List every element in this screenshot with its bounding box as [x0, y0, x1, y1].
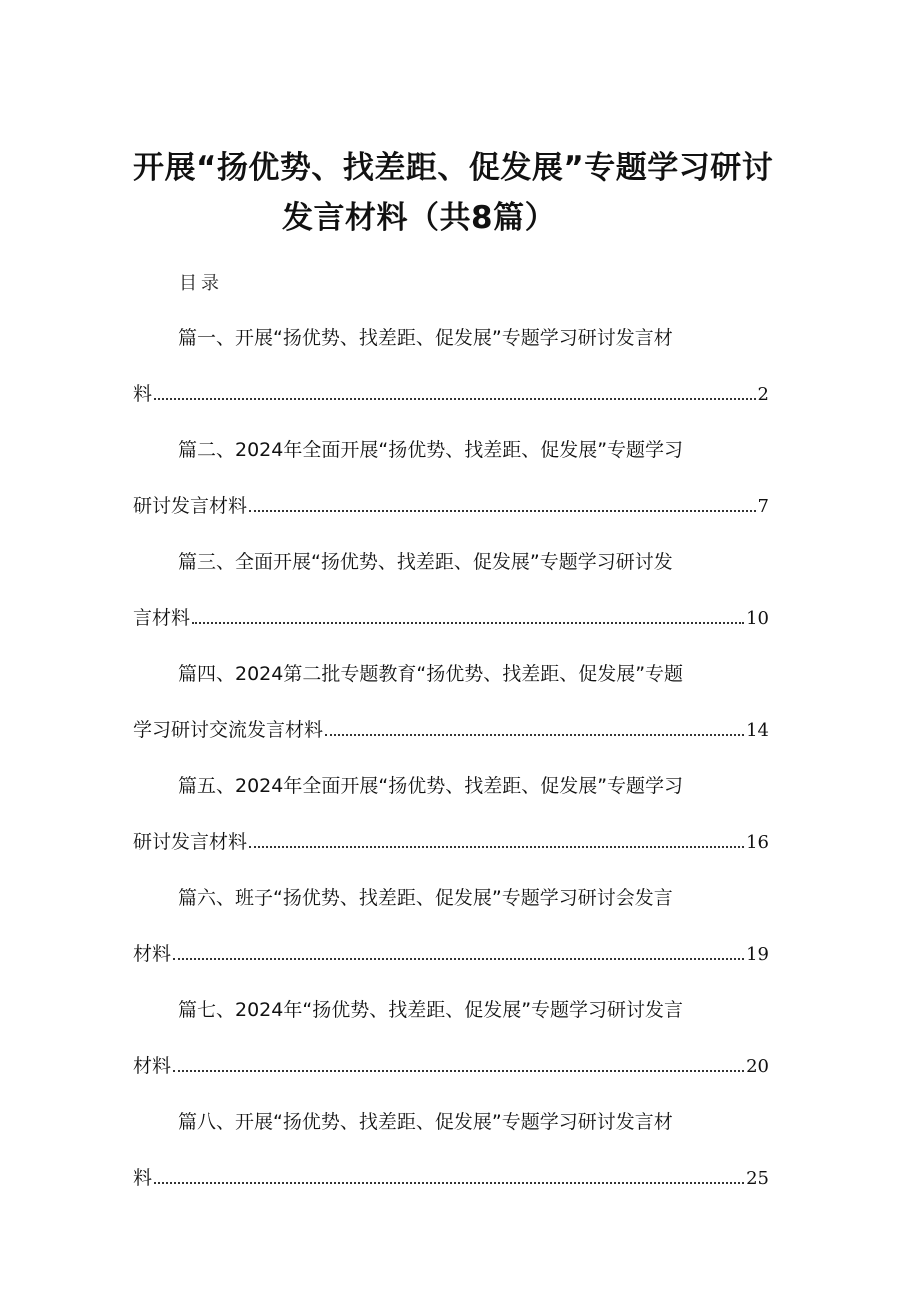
toc-entry-4-line1[interactable]: 篇四、2024第二批专题教育“扬优势、找差距、促发展”专题 [178, 663, 684, 685]
dot-leader [249, 509, 756, 512]
toc-entry-5-line1[interactable]: 篇五、2024年全面开展“扬优势、找差距、促发展”专题学习 [178, 775, 684, 797]
dot-leader [192, 621, 744, 624]
toc-page-number: 20 [746, 1056, 769, 1077]
toc-entry-1-line1[interactable]: 篇一、开展“扬优势、找差距、促发展”专题学习研讨发言材 [178, 327, 673, 349]
dot-leader [249, 845, 744, 848]
dot-leader [173, 957, 744, 960]
document-title-line2: 发言材料（共8篇） [282, 200, 557, 236]
toc-entry-continuation: 研讨发言材料 [133, 495, 248, 517]
toc-page-number: 7 [757, 496, 769, 517]
toc-entry-1-line2[interactable] [133, 379, 769, 406]
toc-entry-continuation: 言材料 [133, 607, 191, 629]
dot-leader [173, 1069, 744, 1072]
toc-entry-continuation: 料 [133, 1167, 153, 1189]
dot-leader [154, 1181, 744, 1184]
toc-page-number: 10 [746, 608, 769, 629]
toc-page-number: 19 [746, 944, 769, 965]
toc-page-number: 25 [746, 1168, 769, 1189]
toc-entry-3-line1[interactable]: 篇三、全面开展“扬优势、找差距、促发展”专题学习研讨发 [178, 551, 673, 573]
dot-leader [154, 397, 756, 400]
toc-entry-7-line1[interactable]: 篇七、2024年“扬优势、找差距、促发展”专题学习研讨发言 [178, 999, 684, 1021]
toc-entry-3-line2[interactable] [133, 603, 769, 630]
toc-page-number: 2 [757, 384, 769, 405]
dot-leader [325, 733, 744, 736]
toc-entry-8-line1[interactable]: 篇八、开展“扬优势、找差距、促发展”专题学习研讨发言材 [178, 1111, 673, 1133]
toc-entry-8-line2[interactable] [133, 1163, 769, 1190]
toc-entry-continuation: 学习研讨交流发言材料 [133, 719, 324, 741]
toc-entry-2-line1[interactable]: 篇二、2024年全面开展“扬优势、找差距、促发展”专题学习 [178, 439, 684, 461]
toc-entry-continuation: 材料 [133, 1055, 172, 1077]
toc-entry-7-line2[interactable] [133, 1051, 769, 1078]
toc-entry-continuation: 材料 [133, 943, 172, 965]
toc-heading: 目录 [179, 273, 223, 294]
document-title-line1: 开展“扬优势、找差距、促发展”专题学习研讨 [133, 150, 774, 186]
toc-entry-2-line2[interactable] [133, 491, 769, 518]
toc-entry-6-line1[interactable]: 篇六、班子“扬优势、找差距、促发展”专题学习研讨会发言 [178, 887, 673, 909]
toc-entry-4-line2[interactable] [133, 715, 769, 742]
toc-page-number: 14 [746, 720, 769, 741]
toc-entry-5-line2[interactable] [133, 827, 769, 854]
toc-entry-6-line2[interactable] [133, 939, 769, 966]
toc-entry-continuation: 研讨发言材料 [133, 831, 248, 853]
toc-entry-continuation: 料 [133, 383, 153, 405]
toc-page-number: 16 [746, 832, 769, 853]
